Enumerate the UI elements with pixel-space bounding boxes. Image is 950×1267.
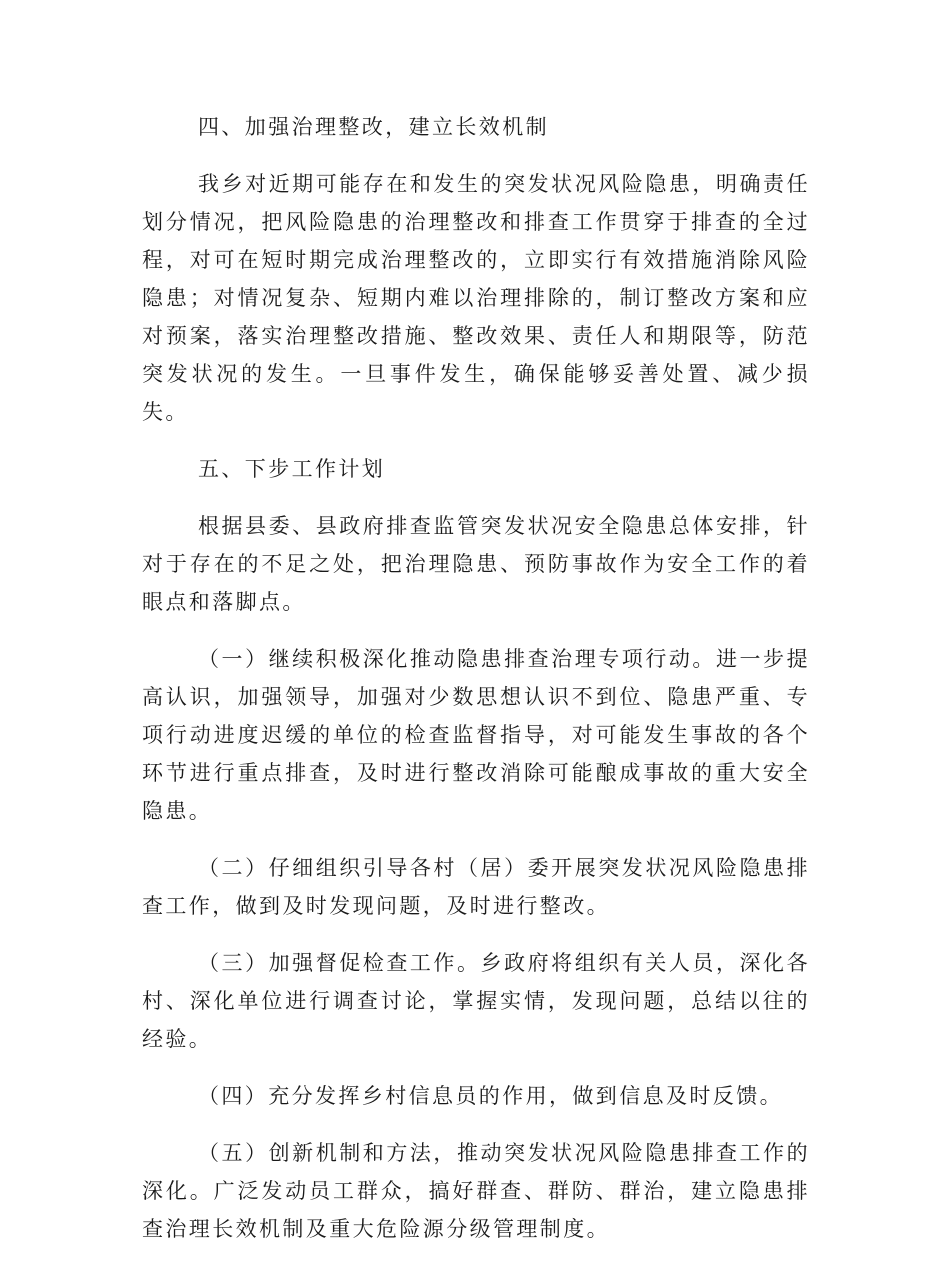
section-heading: 四、加强治理整改，建立长效机制: [198, 115, 549, 139]
paragraph: （二）仔细组织引导各村（居）委开展突发状况风险隐患排查工作，做到及时发现问题，及时进行整改。: [142, 856, 810, 918]
document-body: [142, 108, 810, 1267]
paragraph: （五）创新机制和方法，推动突发状况风险隐患排查工作的深化。广泛发动员工群众，搞好群查、群防、群治，建立隐患排查治理长效机制及重大危险源分级管理制度。: [142, 1141, 810, 1241]
paragraph: 根据县委、县政府排查监管突发状况安全隐患总体安排，针对于存在的不足之处，把治理隐患、预防事故作为安全工作的着眼点和落脚点。: [142, 514, 810, 614]
paragraph: （一）继续积极深化推动隐患排查治理专项行动。进一步提高认识，加强领导，加强对少数思想认识不到位、隐患严重、专项行动进度迟缓的单位的检查监督指导，对可能发生事故的各个环节进行重点排查，及时进行整改消除可能酿成事故的重大安全隐患。: [142, 647, 810, 823]
paragraph: （三）加强督促检查工作。乡政府将组织有关人员，深化各村、深化单位进行调查讨论，掌握实情，发现问题，总结以往的经验。: [142, 951, 810, 1051]
section-heading: 五、下步工作计划: [198, 457, 386, 481]
paragraph: （四）充分发挥乡村信息员的作用，做到信息及时反馈。: [198, 1084, 783, 1108]
paragraph: 我乡对近期可能存在和发生的突发状况风险隐患，明确责任划分情况，把风险隐患的治理整改和排查工作贯穿于排查的全过程，对可在短时期完成治理整改的，立即实行有效措施消除风险隐患；对情况复杂、短期内难以治理排除的，制订整改方案和应对预案，落实治理整改措施、整改效果、责任人和期限等，防范突发状况的发生。一旦事件发生，确保能够妥善处置、减少损失。: [142, 172, 810, 424]
